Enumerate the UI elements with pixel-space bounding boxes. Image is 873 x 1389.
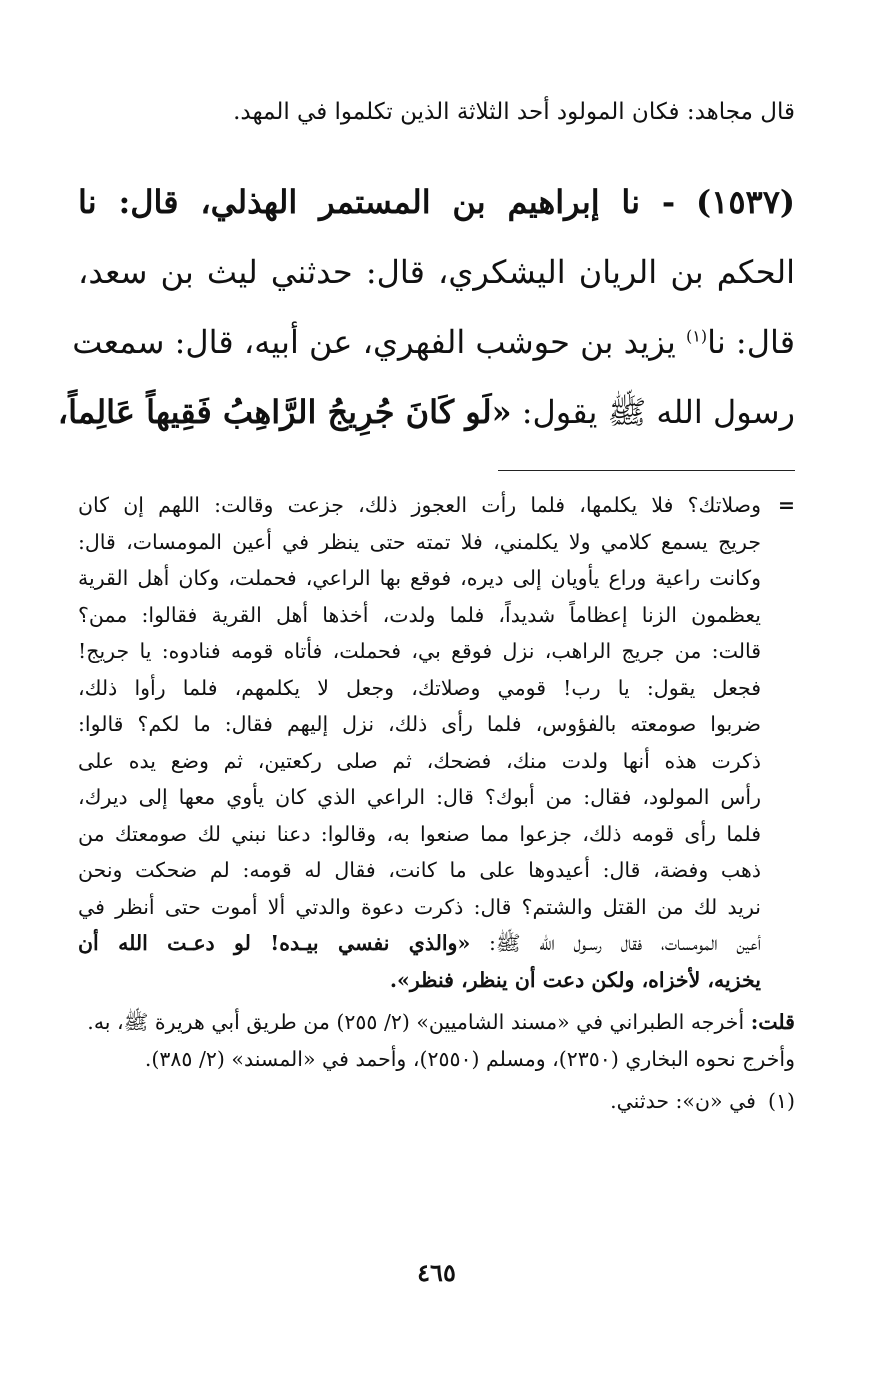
hadith-line-4-text: رسول الله ﷺ يقول: (521, 393, 795, 431)
hadith-quote: «لَو كَانَ جُرِيجُ الرَّاهِبُ فَقِيهاً عَالِماً، (57, 393, 512, 431)
footnote-line: وكانت راعية وراع يأويان إلى ديره، فوقع بها الراعي، فحملت، وكان أهل القرية (78, 566, 761, 590)
footnote-1-text: في «ن»: حدثني. (610, 1089, 756, 1113)
footnotes (78, 487, 795, 1120)
page-number: ٤٦٥ (417, 1258, 456, 1287)
hadith-line-3 (72, 307, 795, 377)
footnote-continuation (78, 487, 795, 998)
footnote-line: يعظمون الزنا إعظاماً شديداً، فلما ولدت، أخذها أهل القرية فقالوا: ممن؟ (78, 602, 761, 627)
footnote-line: جريج يسمع كلامي ولا يكلمني، فلا تمته حتى ينظر في أعين المومسات، قال: (78, 529, 761, 554)
footnote-line (78, 925, 761, 962)
hadith-line-4 (57, 377, 795, 447)
footnote-line: فجعل يقول: يا رب! قومي وصلاتك، وجعل لا يكلمهم، فلما رأوا ذلك، (78, 675, 761, 700)
editor-note-line-1 (78, 1004, 795, 1041)
hadith-text (57, 167, 796, 447)
footnote-line: رأس المولود، فقال: من أبوك؟ قال: الراعي الذي كان يأوي معها إلى ديرك، (78, 785, 761, 809)
hadith-number: (١٥٣٧) (695, 183, 796, 221)
book-page (57, 0, 796, 1389)
footnote-line: ذكرت هذه أنها ولدت منك، فضحك، ثم صلى ركعتين، ثم وضع يده على (78, 748, 761, 773)
footnote-1-number: (١) (767, 1089, 795, 1113)
footnote-line-14: يخزيه، لأخزاه، ولكن دعت أن ينظر، فنظر». (389, 967, 761, 992)
footnote-line: قالت: من جريج الراهب، نزل فوقع بي، فحملت، فأتاه قومه فنادوه: يا جريج! (78, 639, 761, 663)
hadith-line-2: الحكم بن الريان اليشكري، قال: حدثني ليث بن سعد، (78, 253, 795, 291)
hadith-line-3-text: يزيد بن حوشب الفهري، عن أبيه، قال: سمعت (72, 323, 676, 361)
hadith-line-3-prefix: قال: نا (707, 323, 795, 361)
hadith-line-1 (78, 167, 795, 237)
editor-note (78, 1004, 795, 1077)
editor-note-text-1: أخرجه الطبراني في «مسند الشاميين» (٢/ ٢٥٥) من طريق أبي هريرة ﷺ، به. (87, 1010, 745, 1034)
footnote-line: ضربوا صومعته بالفؤوس، فلما رأى ذلك، نزل إليهم فقال: ما لكم؟ قالوا: (78, 712, 761, 736)
footnote-1 (78, 1083, 795, 1120)
footnote-marker[interactable]: (١) (686, 326, 708, 346)
hadith-line-1-text: - نا إبراهيم بن المستمر الهذلي، قال: نا (78, 183, 676, 221)
footnote-line: وصلاتك؟ فلا يكلمها، فلما رأت العجوز ذلك، جزعت وقالت: اللهم إن كان (78, 493, 761, 517)
footnote-line: ذهب وفضة، قال: أعيدوها على ما كانت، فقال له قومه: لم ضحكت ونحن (78, 858, 761, 882)
footnote-line-13-bold: «والذي نفسي بيـده! لو دعـت الله أن (78, 931, 471, 955)
editor-note-label: قلت: (750, 1010, 795, 1034)
intro-line: قال مجاهد: فكان المولود أحد الثلاثة الذين تكلموا في المهد. (233, 99, 795, 125)
footnote-line: فلما رأى قومه ذلك، جزعوا مما صنعوا به، وقالوا: دعنا نبني لك صومعتك من (78, 821, 761, 846)
footnote-line: نريد لك من القتل والشتم؟ قال: ذكرت دعوة والدتي ألا أموت حتى أنظر في (78, 894, 761, 919)
editor-note-line-2: وأخرج نحوه البخاري (٢٣٥٠)، ومسلم (٢٥٥٠)، وأحمد في «المسند» (٢/ ٣٨٥). (144, 1046, 795, 1071)
continuation-marker: = (777, 493, 795, 517)
footnote-line-13-plain: أعين المومسات، فقال رسـول الله ﷺ: (489, 931, 761, 955)
footnote-divider (498, 470, 795, 471)
